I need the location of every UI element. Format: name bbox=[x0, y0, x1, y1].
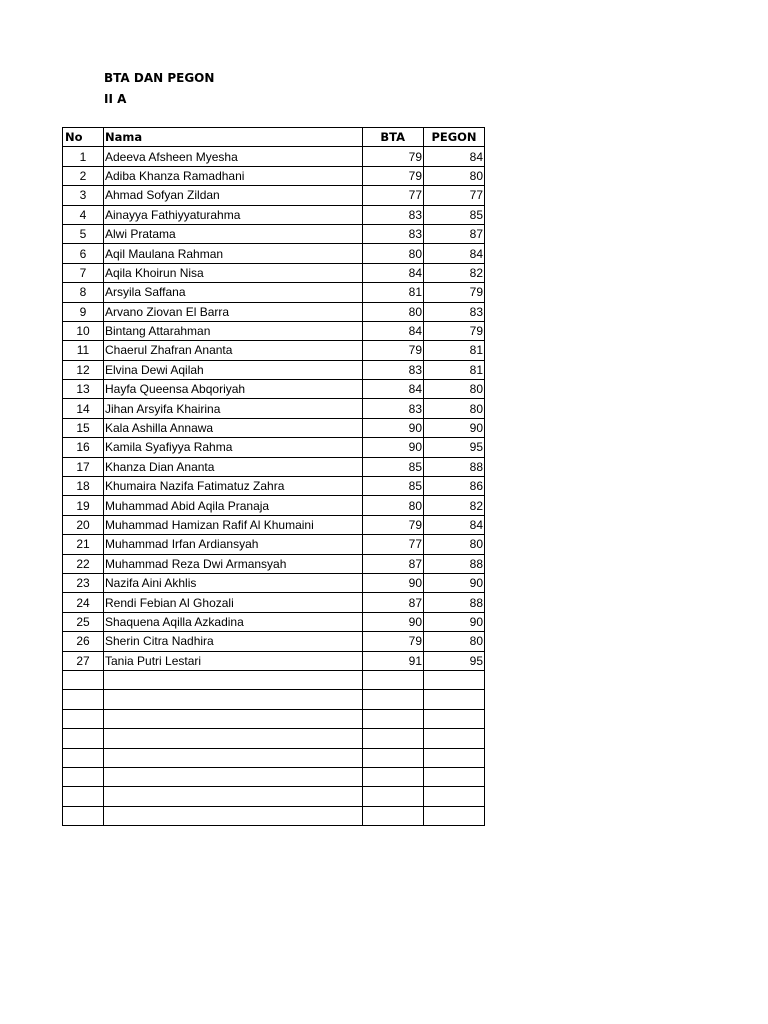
grades-table bbox=[62, 127, 485, 826]
table-row bbox=[63, 263, 485, 282]
student-name-cell: Sherin Citra Nadhira bbox=[104, 632, 363, 651]
bta-score-cell: 79 bbox=[363, 166, 424, 185]
row-number-cell bbox=[63, 729, 104, 748]
pegon-score-cell: 81 bbox=[424, 341, 485, 360]
table-row bbox=[63, 186, 485, 205]
bta-score-cell: 85 bbox=[363, 457, 424, 476]
pegon-score-cell bbox=[424, 787, 485, 806]
student-name-cell bbox=[104, 748, 363, 767]
bta-score-cell bbox=[363, 709, 424, 728]
student-name-cell bbox=[104, 709, 363, 728]
student-name-cell: Kamila Syafiyya Rahma bbox=[104, 438, 363, 457]
pegon-score-cell: 86 bbox=[424, 477, 485, 496]
student-name-cell: Aqila Khoirun Nisa bbox=[104, 263, 363, 282]
table-row bbox=[63, 593, 485, 612]
pegon-score-cell: 82 bbox=[424, 496, 485, 515]
row-number-cell: 22 bbox=[63, 554, 104, 573]
table-row bbox=[63, 632, 485, 651]
table-row bbox=[63, 283, 485, 302]
student-name-cell: Ahmad Sofyan Zildan bbox=[104, 186, 363, 205]
bta-score-cell: 80 bbox=[363, 496, 424, 515]
bta-score-cell: 77 bbox=[363, 186, 424, 205]
row-number-cell bbox=[63, 690, 104, 709]
bta-score-cell bbox=[363, 767, 424, 786]
bta-score-cell: 91 bbox=[363, 651, 424, 670]
table-row bbox=[63, 166, 485, 185]
student-name-cell: Jihan Arsyifa Khairina bbox=[104, 399, 363, 418]
table-row bbox=[63, 457, 485, 476]
bta-score-cell: 85 bbox=[363, 477, 424, 496]
column-header-pegon: PEGON bbox=[424, 128, 485, 147]
row-number-cell: 9 bbox=[63, 302, 104, 321]
empty-row bbox=[63, 787, 485, 806]
student-name-cell: Chaerul Zhafran Ananta bbox=[104, 341, 363, 360]
table-header-row bbox=[63, 128, 485, 147]
pegon-score-cell: 80 bbox=[424, 380, 485, 399]
row-number-cell: 12 bbox=[63, 360, 104, 379]
row-number-cell: 21 bbox=[63, 535, 104, 554]
row-number-cell: 2 bbox=[63, 166, 104, 185]
pegon-score-cell: 87 bbox=[424, 224, 485, 243]
bta-score-cell bbox=[363, 729, 424, 748]
bta-score-cell bbox=[363, 806, 424, 825]
table-row bbox=[63, 535, 485, 554]
pegon-score-cell bbox=[424, 767, 485, 786]
row-number-cell: 20 bbox=[63, 515, 104, 534]
table-row bbox=[63, 496, 485, 515]
bta-score-cell: 79 bbox=[363, 515, 424, 534]
table-row bbox=[63, 418, 485, 437]
pegon-score-cell: 79 bbox=[424, 283, 485, 302]
row-number-cell: 4 bbox=[63, 205, 104, 224]
bta-score-cell: 81 bbox=[363, 283, 424, 302]
row-number-cell bbox=[63, 806, 104, 825]
row-number-cell: 16 bbox=[63, 438, 104, 457]
row-number-cell: 26 bbox=[63, 632, 104, 651]
table-row bbox=[63, 302, 485, 321]
row-number-cell bbox=[63, 748, 104, 767]
bta-score-cell: 77 bbox=[363, 535, 424, 554]
table-row bbox=[63, 554, 485, 573]
bta-score-cell: 90 bbox=[363, 418, 424, 437]
pegon-score-cell: 84 bbox=[424, 244, 485, 263]
student-name-cell: Muhammad Reza Dwi Armansyah bbox=[104, 554, 363, 573]
student-name-cell: Aqil Maulana Rahman bbox=[104, 244, 363, 263]
bta-score-cell: 90 bbox=[363, 612, 424, 631]
bta-score-cell bbox=[363, 670, 424, 689]
pegon-score-cell: 90 bbox=[424, 573, 485, 592]
row-number-cell: 10 bbox=[63, 321, 104, 340]
student-name-cell bbox=[104, 787, 363, 806]
pegon-score-cell: 80 bbox=[424, 632, 485, 651]
pegon-score-cell: 95 bbox=[424, 651, 485, 670]
student-name-cell: Tania Putri Lestari bbox=[104, 651, 363, 670]
pegon-score-cell: 88 bbox=[424, 457, 485, 476]
pegon-score-cell: 77 bbox=[424, 186, 485, 205]
pegon-score-cell: 84 bbox=[424, 147, 485, 166]
bta-score-cell: 90 bbox=[363, 438, 424, 457]
student-name-cell: Adiba Khanza Ramadhani bbox=[104, 166, 363, 185]
student-name-cell: Khanza Dian Ananta bbox=[104, 457, 363, 476]
bta-score-cell bbox=[363, 690, 424, 709]
row-number-cell: 8 bbox=[63, 283, 104, 302]
sheet-title: BTA DAN PEGON bbox=[104, 71, 215, 85]
table-row bbox=[63, 244, 485, 263]
student-name-cell: Bintang Attarahman bbox=[104, 321, 363, 340]
column-header-no: No bbox=[63, 128, 104, 147]
pegon-score-cell: 95 bbox=[424, 438, 485, 457]
bta-score-cell: 79 bbox=[363, 147, 424, 166]
row-number-cell: 18 bbox=[63, 477, 104, 496]
bta-score-cell: 90 bbox=[363, 573, 424, 592]
pegon-score-cell bbox=[424, 806, 485, 825]
bta-score-cell: 79 bbox=[363, 341, 424, 360]
student-name-cell: Adeeva Afsheen Myesha bbox=[104, 147, 363, 166]
row-number-cell: 15 bbox=[63, 418, 104, 437]
pegon-score-cell: 83 bbox=[424, 302, 485, 321]
table-row bbox=[63, 321, 485, 340]
table-row bbox=[63, 399, 485, 418]
pegon-score-cell: 88 bbox=[424, 593, 485, 612]
table-row bbox=[63, 573, 485, 592]
bta-score-cell bbox=[363, 748, 424, 767]
bta-score-cell: 83 bbox=[363, 205, 424, 224]
table-row bbox=[63, 341, 485, 360]
pegon-score-cell: 84 bbox=[424, 515, 485, 534]
row-number-cell bbox=[63, 670, 104, 689]
empty-row bbox=[63, 690, 485, 709]
student-name-cell: Alwi Pratama bbox=[104, 224, 363, 243]
row-number-cell: 1 bbox=[63, 147, 104, 166]
bta-score-cell: 84 bbox=[363, 321, 424, 340]
pegon-score-cell: 80 bbox=[424, 535, 485, 554]
student-name-cell: Hayfa Queensa Abqoriyah bbox=[104, 380, 363, 399]
table-row bbox=[63, 477, 485, 496]
empty-row bbox=[63, 670, 485, 689]
student-name-cell: Ainayya Fathiyyaturahma bbox=[104, 205, 363, 224]
student-name-cell bbox=[104, 767, 363, 786]
bta-score-cell bbox=[363, 787, 424, 806]
row-number-cell: 7 bbox=[63, 263, 104, 282]
table-row bbox=[63, 147, 485, 166]
table-row bbox=[63, 224, 485, 243]
empty-row bbox=[63, 806, 485, 825]
row-number-cell: 23 bbox=[63, 573, 104, 592]
bta-score-cell: 87 bbox=[363, 554, 424, 573]
bta-score-cell: 83 bbox=[363, 399, 424, 418]
column-header-nama: Nama bbox=[104, 128, 363, 147]
bta-score-cell: 84 bbox=[363, 380, 424, 399]
pegon-score-cell bbox=[424, 670, 485, 689]
table-row bbox=[63, 612, 485, 631]
row-number-cell: 11 bbox=[63, 341, 104, 360]
student-name-cell: Arvano Ziovan El Barra bbox=[104, 302, 363, 321]
row-number-cell: 19 bbox=[63, 496, 104, 515]
student-name-cell bbox=[104, 670, 363, 689]
pegon-score-cell bbox=[424, 709, 485, 728]
table-row bbox=[63, 380, 485, 399]
pegon-score-cell: 79 bbox=[424, 321, 485, 340]
student-name-cell: Arsyila Saffana bbox=[104, 283, 363, 302]
empty-row bbox=[63, 709, 485, 728]
pegon-score-cell: 81 bbox=[424, 360, 485, 379]
student-name-cell: Kala Ashilla Annawa bbox=[104, 418, 363, 437]
row-number-cell: 17 bbox=[63, 457, 104, 476]
row-number-cell: 5 bbox=[63, 224, 104, 243]
student-name-cell: Khumaira Nazifa Fatimatuz Zahra bbox=[104, 477, 363, 496]
row-number-cell: 27 bbox=[63, 651, 104, 670]
pegon-score-cell bbox=[424, 729, 485, 748]
student-name-cell: Shaquena Aqilla Azkadina bbox=[104, 612, 363, 631]
table-row bbox=[63, 360, 485, 379]
student-name-cell: Muhammad Hamizan Rafif Al Khumaini bbox=[104, 515, 363, 534]
student-name-cell: Muhammad Irfan Ardiansyah bbox=[104, 535, 363, 554]
bta-score-cell: 87 bbox=[363, 593, 424, 612]
empty-row bbox=[63, 748, 485, 767]
row-number-cell: 24 bbox=[63, 593, 104, 612]
row-number-cell: 14 bbox=[63, 399, 104, 418]
student-name-cell: Nazifa Aini Akhlis bbox=[104, 573, 363, 592]
row-number-cell: 6 bbox=[63, 244, 104, 263]
empty-row bbox=[63, 729, 485, 748]
row-number-cell: 3 bbox=[63, 186, 104, 205]
student-name-cell: Muhammad Abid Aqila Pranaja bbox=[104, 496, 363, 515]
student-name-cell bbox=[104, 806, 363, 825]
table-row bbox=[63, 438, 485, 457]
pegon-score-cell: 85 bbox=[424, 205, 485, 224]
row-number-cell bbox=[63, 709, 104, 728]
pegon-score-cell: 82 bbox=[424, 263, 485, 282]
bta-score-cell: 83 bbox=[363, 360, 424, 379]
student-name-cell bbox=[104, 729, 363, 748]
table-row bbox=[63, 515, 485, 534]
row-number-cell bbox=[63, 767, 104, 786]
bta-score-cell: 83 bbox=[363, 224, 424, 243]
pegon-score-cell bbox=[424, 690, 485, 709]
student-name-cell: Rendi Febian Al Ghozali bbox=[104, 593, 363, 612]
column-header-bta: BTA bbox=[363, 128, 424, 147]
bta-score-cell: 84 bbox=[363, 263, 424, 282]
pegon-score-cell: 80 bbox=[424, 166, 485, 185]
class-label: II A bbox=[104, 92, 127, 106]
pegon-score-cell: 90 bbox=[424, 612, 485, 631]
table-row bbox=[63, 651, 485, 670]
student-name-cell: Elvina Dewi Aqilah bbox=[104, 360, 363, 379]
table-row bbox=[63, 205, 485, 224]
table-body bbox=[63, 147, 485, 826]
pegon-score-cell: 80 bbox=[424, 399, 485, 418]
pegon-score-cell: 88 bbox=[424, 554, 485, 573]
row-number-cell: 25 bbox=[63, 612, 104, 631]
bta-score-cell: 79 bbox=[363, 632, 424, 651]
pegon-score-cell bbox=[424, 748, 485, 767]
pegon-score-cell: 90 bbox=[424, 418, 485, 437]
row-number-cell: 13 bbox=[63, 380, 104, 399]
bta-score-cell: 80 bbox=[363, 244, 424, 263]
empty-row bbox=[63, 767, 485, 786]
bta-score-cell: 80 bbox=[363, 302, 424, 321]
student-name-cell bbox=[104, 690, 363, 709]
row-number-cell bbox=[63, 787, 104, 806]
